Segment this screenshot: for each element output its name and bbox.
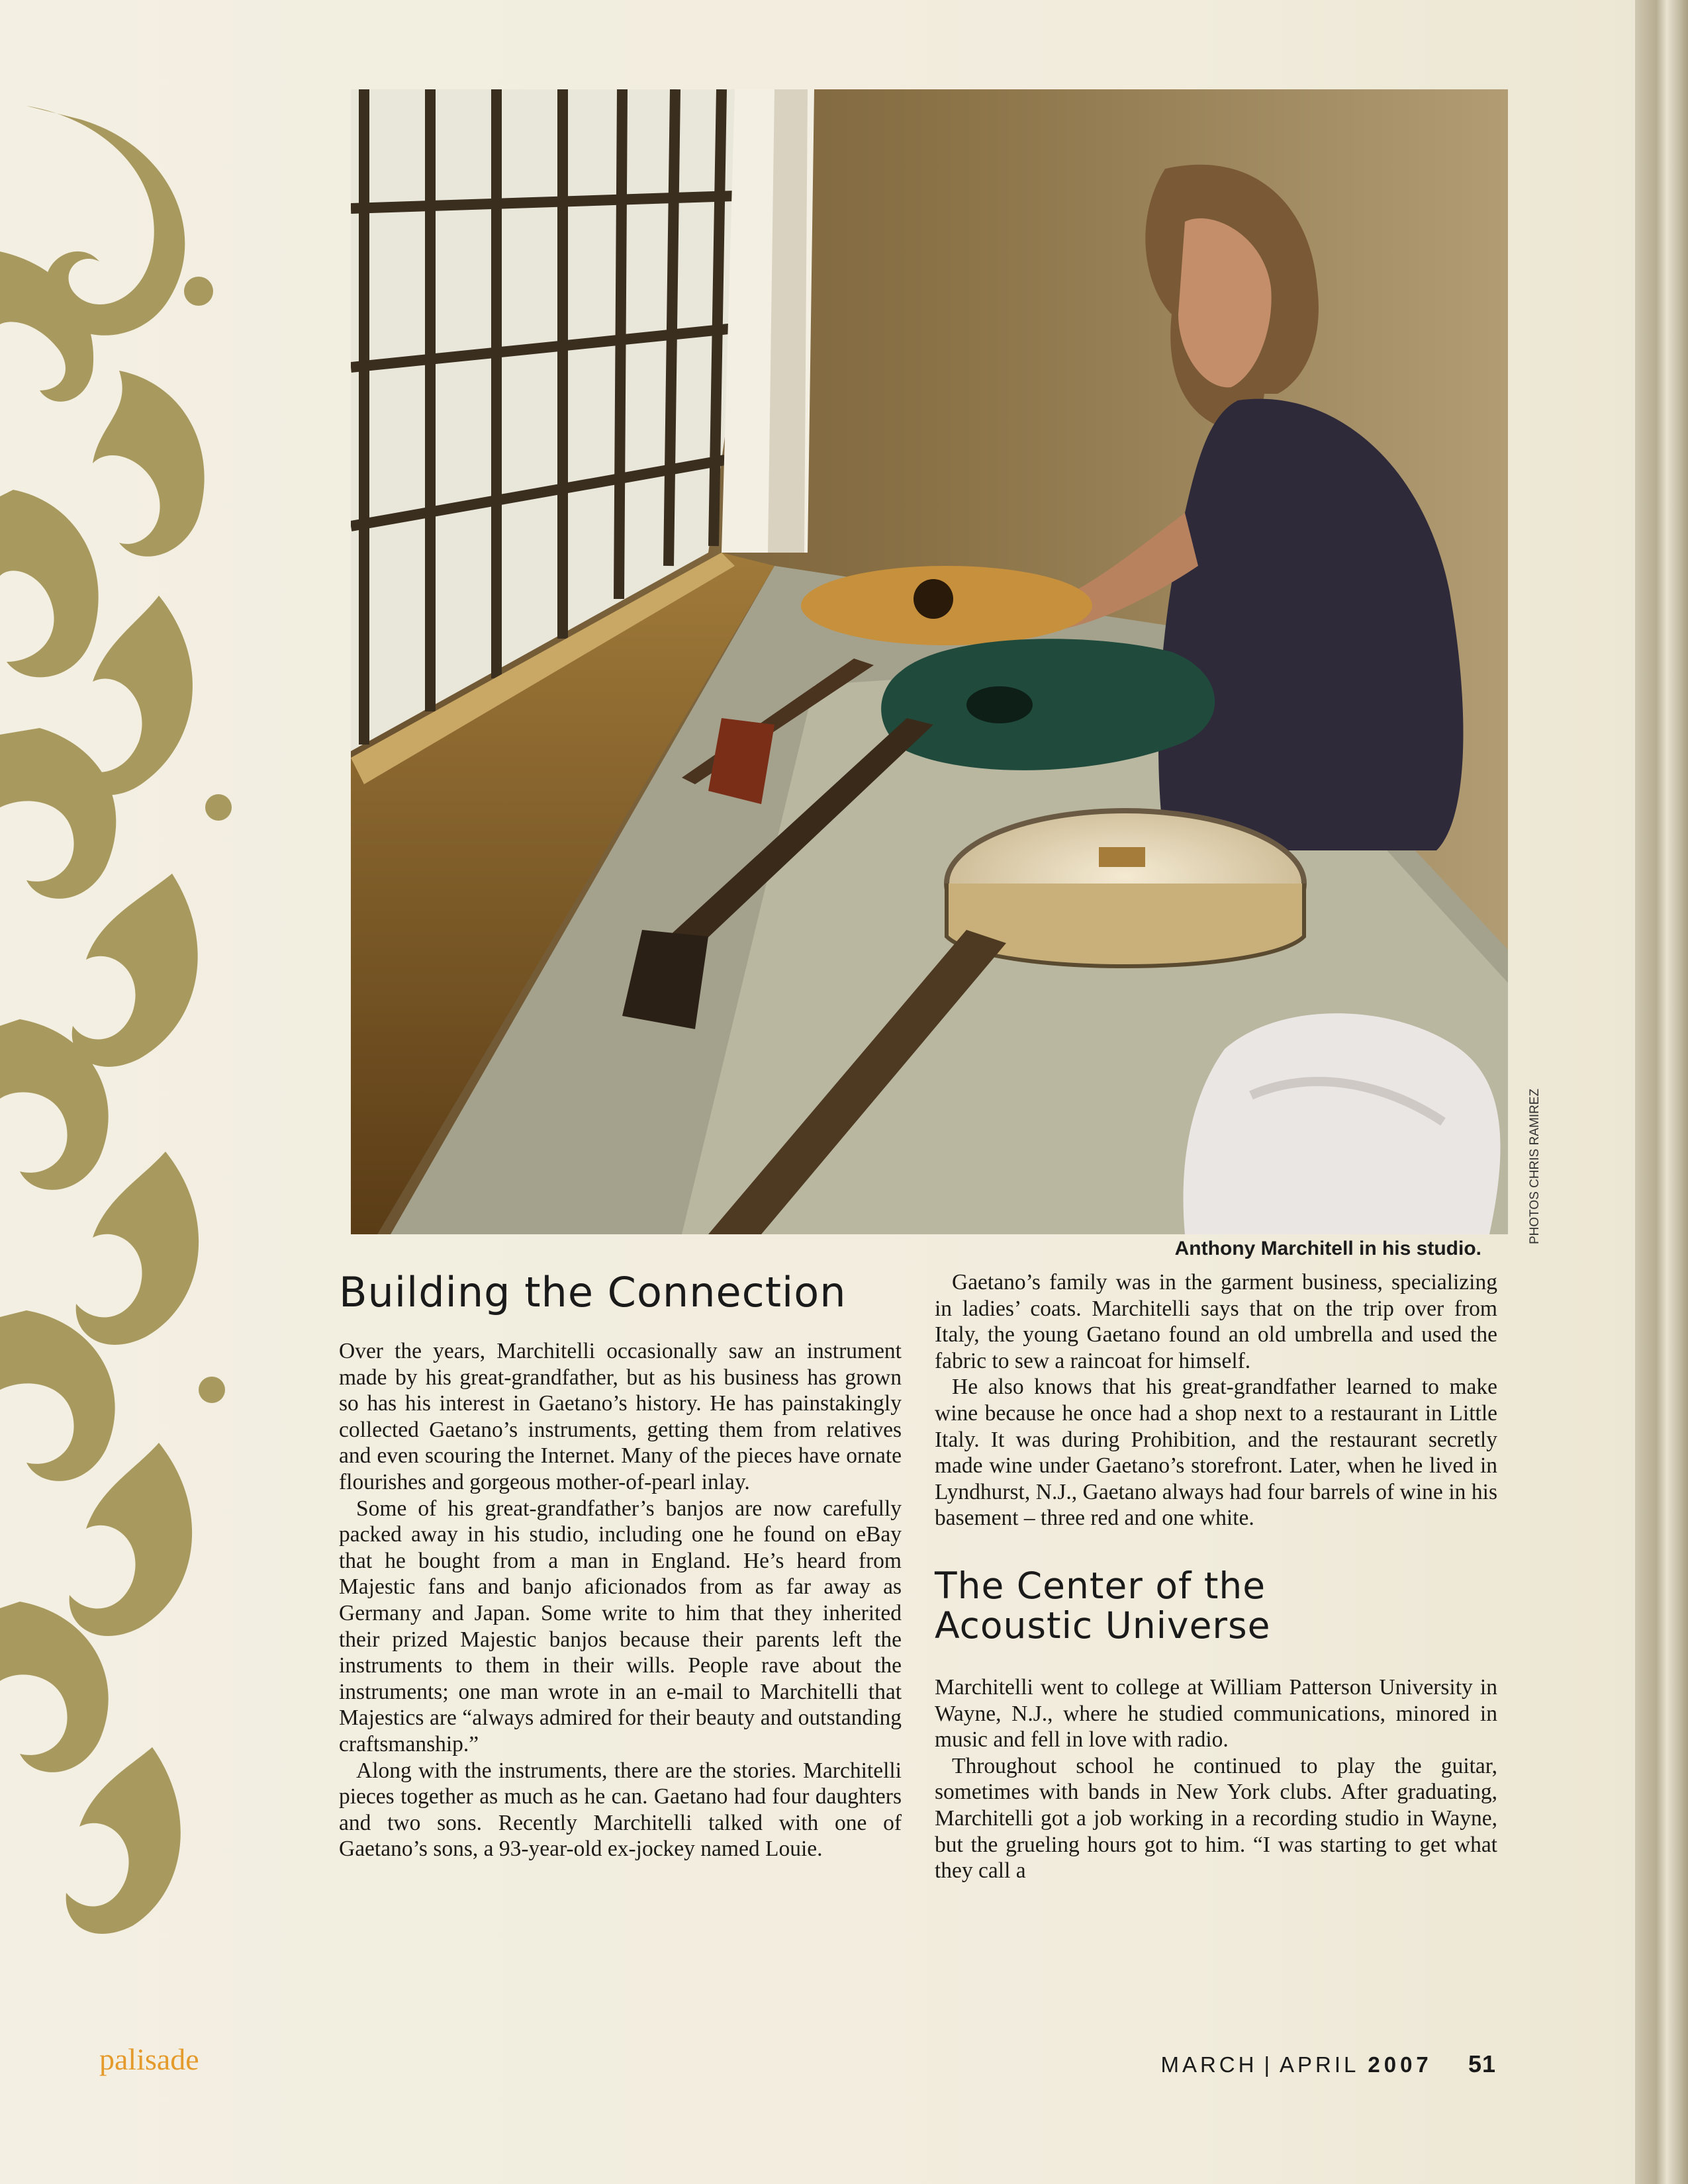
body-paragraph: Over the years, Marchitelli occasionally saw an instrument made by his great-grandfather, but as his business has grown so has his interest in Gaetano’s history. He has painstakingly collected Gaetano’s instruments, getting them from relatives and even scouring the Internet. Many of the pieces have ornate flourishes and gorgeous mother-of-pearl inlay. [339, 1339, 902, 1494]
body-paragraph: Gaetano’s family was in the garment business, specializing in ladies’ coats. Marchitelli says that on the trip over from Italy, the young Gaetano found an old umbrella and used the fabric to sew a raincoat for himself. [935, 1270, 1497, 1373]
heading-line: The Center of the [935, 1564, 1266, 1607]
magazine-name: palisade [99, 2042, 199, 2076]
heading-line: Acoustic Universe [935, 1604, 1271, 1647]
right-column [935, 1269, 1497, 1884]
photo-artwork [351, 89, 1508, 1234]
folio [1059, 2050, 1496, 2078]
folio-separator: | [1264, 2052, 1274, 2077]
section-heading-building-connection: Building the Connection [339, 1268, 847, 1316]
decorative-scroll-ornament [0, 93, 291, 2012]
issue-month-2: APRIL [1280, 2052, 1359, 2077]
photo-credit-text: PHOTOS CHRIS RAMIREZ [1528, 1088, 1542, 1244]
page-edge [1635, 0, 1688, 2184]
body-paragraph: Along with the instruments, there are the stories. Marchitelli pieces together as much as he can. Gaetano had four daughters and two sons. Recently Marchitelli talked with one of Gaetano’s sons, a 93-year-old ex-jockey named Louie. [339, 1758, 902, 1862]
body-paragraph: He also knows that his great-grandfather learned to make wine because he once had a shop next to a restaurant in Little Italy. It was during Prohibition, and the restaurant secretly made wine under Gaetano’s storefront. Later, when he lived in Lyndhurst, N.J., Gaetano always had four barrels of wine in his basement – three red and one white. [935, 1375, 1497, 1531]
left-column [339, 1269, 902, 1862]
body-paragraph: Some of his great-grandfather’s banjos are now carefully packed away in his studio, including one he found on eBay that he bought from a man in England. He’s heard from Majestic fans and banjo aficionados from as far away as Germany and Japan. Some write to him that they inherited their prized Majestic banjos because their parents left the instruments to them in their wills. People rave about the instruments; one man wrote in an e-mail to Marchitelli that Majestics are “always admired for their beauty and outstanding craftsmanship.” [339, 1496, 902, 1756]
issue-month: MARCH [1160, 2052, 1258, 2077]
body-paragraph: Marchitelli went to college at William Patterson University in Wayne, N.J., where he studied communications, minored in music and fell in love with radio. [935, 1674, 1497, 1752]
issue-year: 2007 [1368, 2052, 1432, 2077]
body-paragraph: Throughout school he continued to play the guitar, sometimes with bands in New York clubs. After graduating, Marchitelli got a job working in a recording studio in Wayne, but the grueling hours got to him. “I was starting to get what they call a [935, 1753, 1497, 1884]
page-number: 51 [1468, 2050, 1496, 2077]
studio-photograph [351, 89, 1508, 1234]
section-heading-center-acoustic-universe [935, 1566, 1497, 1645]
photo-caption: Anthony Marchitell in his studio. [1174, 1238, 1481, 1259]
photo-credit [1508, 1088, 1548, 1244]
